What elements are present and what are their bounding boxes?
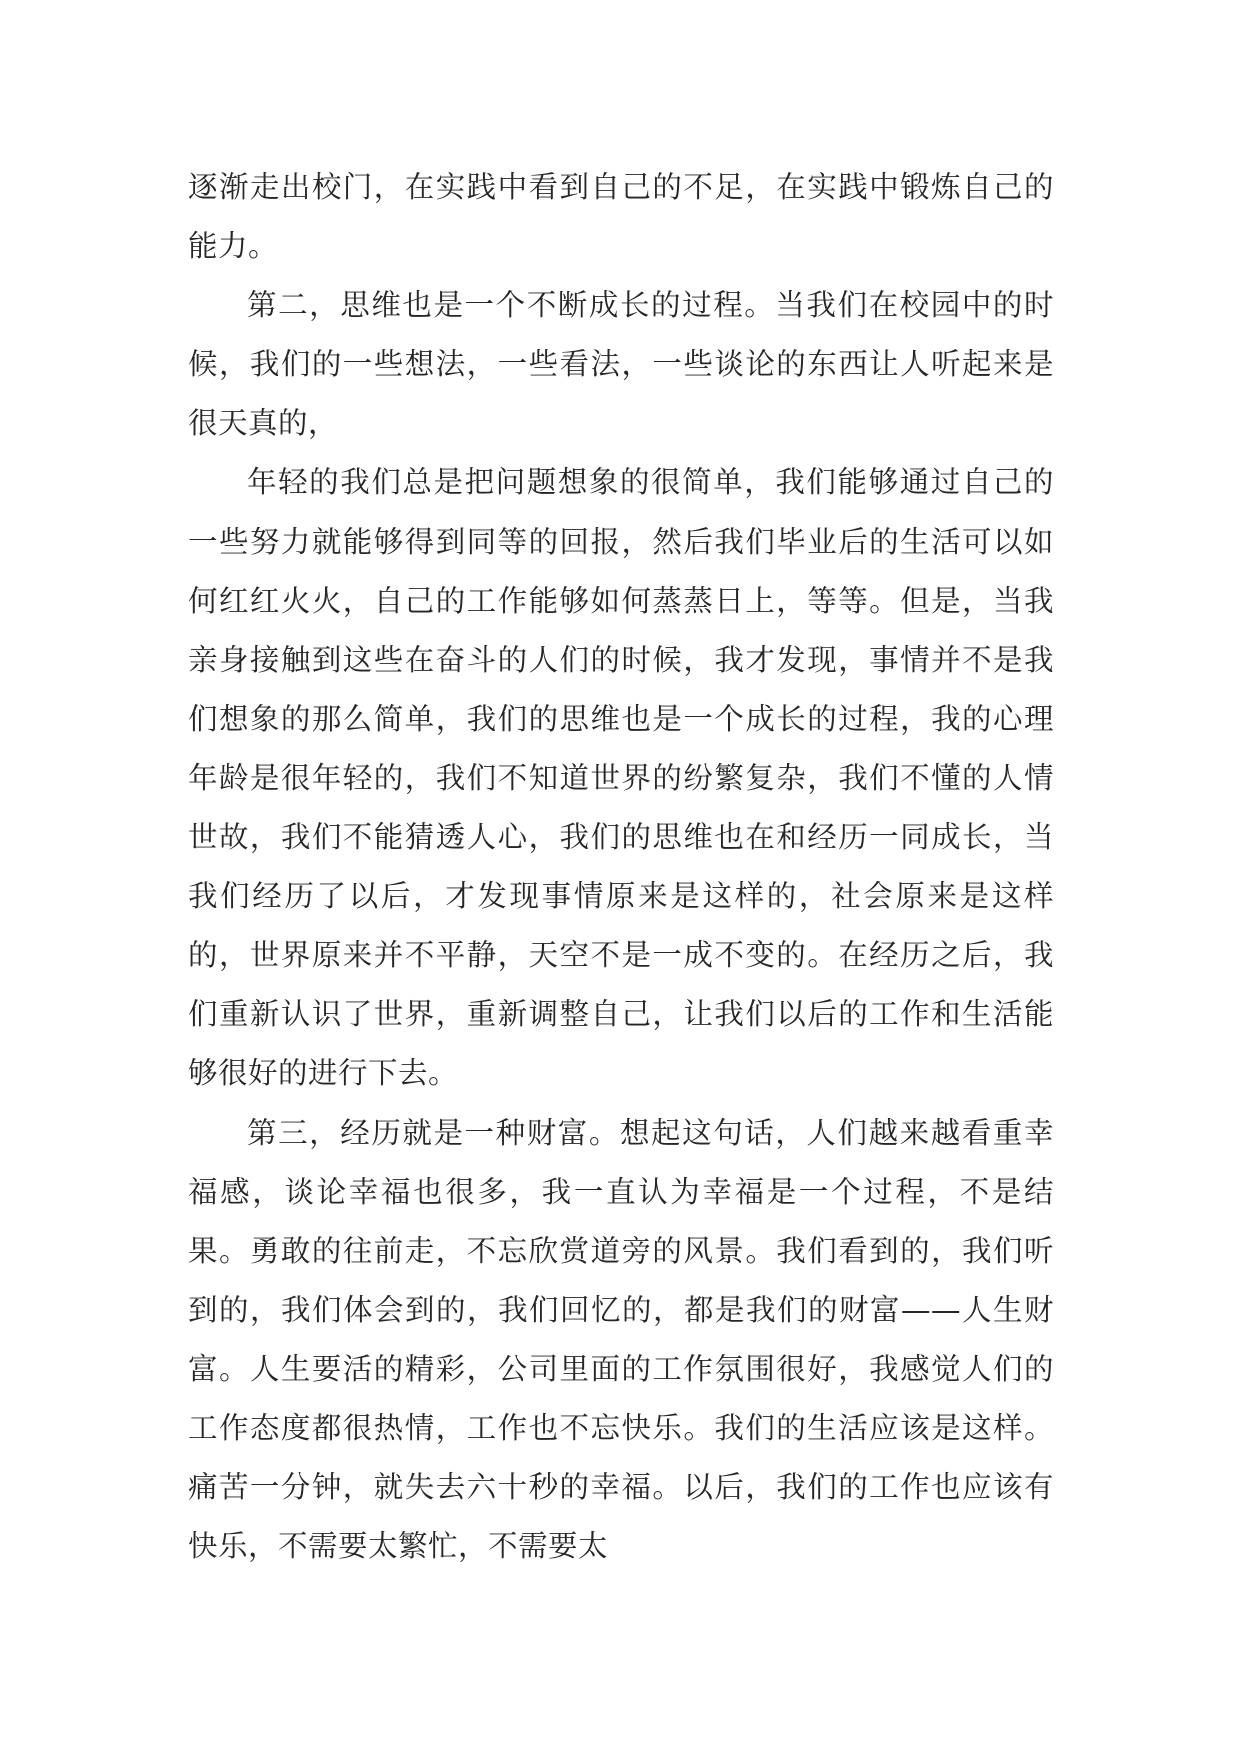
paragraph-continuation: 逐渐走出校门，在实践中看到自己的不足，在实践中锻炼自己的能力。 [188,170,1054,264]
paragraph-third-point: 第三，经历就是一种财富。想起这句话，人们越来越看重幸福感，谈论幸福也很多，我一直认为幸福是一个过程，不是结果。勇敢的往前走，不忘欣赏道旁的风景。我们看到的，我们听到的，我们体会到的，我们回忆的，都是我们的财富——人生财富。人生要活的精彩，公司里面的工作氛围很好，我感觉人们的工作态度都很热情，工作也不忘快乐。我们的生活应该是这样。痛苦一分钟，就失去六十秒的幸福。以后，我们的工作也应该有快乐，不需要太繁忙，不需要太 [188,1115,1054,1564]
document-body [188,158,1054,1576]
paragraph-young-thinking: 年轻的我们总是把问题想象的很简单，我们能够通过自己的一些努力就能够得到同等的回报，然后我们毕业后的生活可以如何红红火火，自己的工作能够如何蒸蒸日上，等等。但是，当我亲身接触到这些在奋斗的人们的时候，我才发现，事情并不是我们想象的那么简单，我们的思维也是一个成长的过程，我的心理年龄是很年轻的，我们不知道世界的纷繁复杂，我们不懂的人情世故，我们不能猜透人心，我们的思维也在和经历一同成长，当我们经历了以后，才发现事情原来是这样的，社会原来是这样的，世界原来并不平静，天空不是一成不变的。在经历之后，我们重新认识了世界，重新调整自己，让我们以后的工作和生活能够很好的进行下去。 [188,465,1054,1091]
paragraph-second-point: 第二，思维也是一个不断成长的过程。当我们在校园中的时候，我们的一些想法，一些看法，一些谈论的东西让人听起来是很天真的， [188,288,1054,441]
